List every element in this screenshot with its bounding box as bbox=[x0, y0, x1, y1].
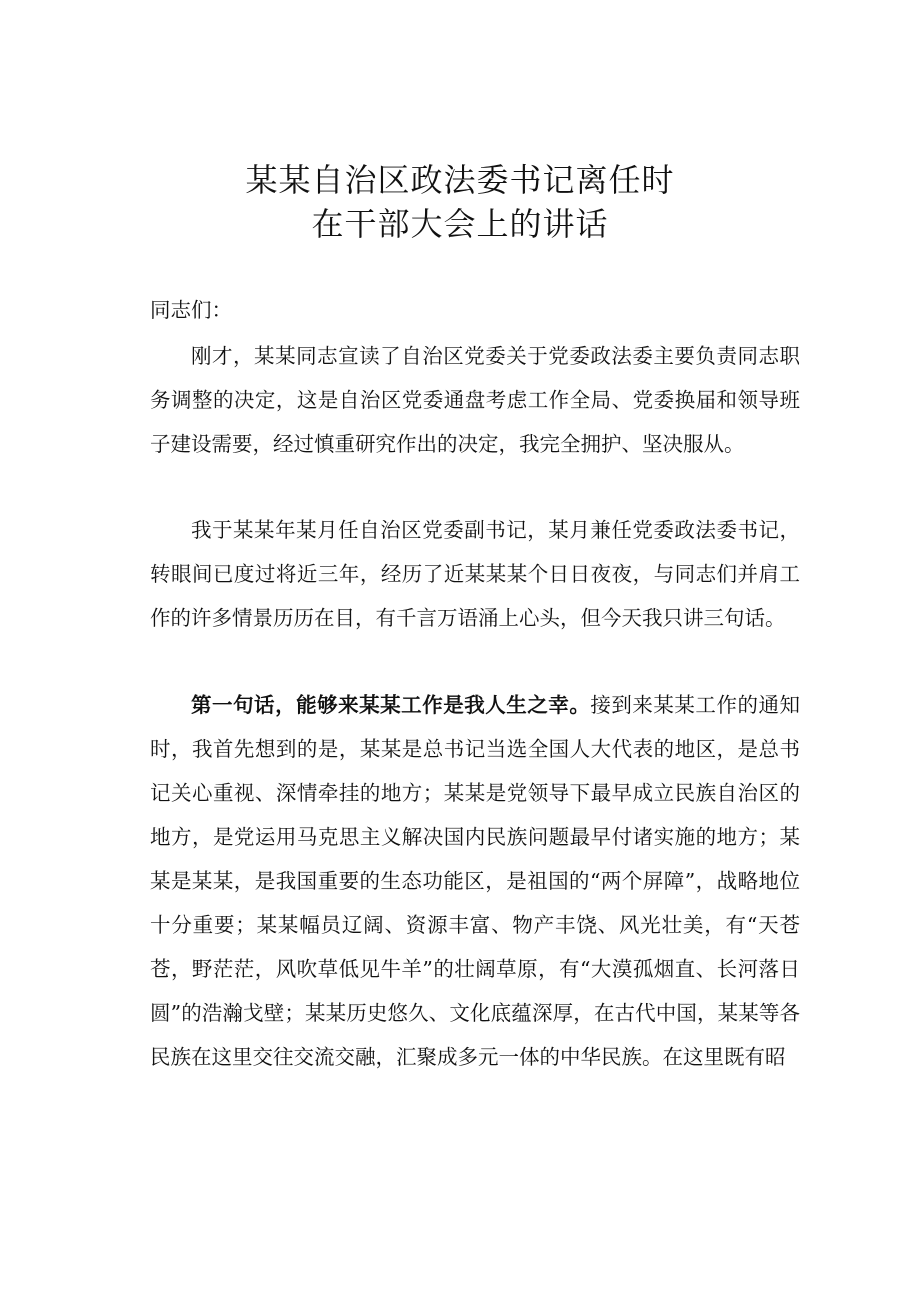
paragraph-1: 刚才，某某同志宣读了自治区党委关于党委政法委主要负责同志职务调整的决定，这是自治区党委通盘考虑工作全局、党委换届和领导班子建设需要，经过慎重研究作出的决定，我完全拥护、坚决服从。 bbox=[150, 344, 800, 456]
document-title-line-2: 在干部大会上的讲话 bbox=[311, 205, 609, 243]
paragraph-3 bbox=[150, 683, 800, 1079]
paragraph-3-body: 接到来某某工作的通知时，我首先想到的是，某某是总书记当选全国人大代表的地区，是总书记关心重视、深情牵挂的地方；某某是党领导下最早成立民族自治区的地方，是党运用马克思主义解决国内民族问题最早付诸实施的地方；某某是某某，是我国重要的生态功能区，是祖国的“两个屏障”，战略地位十分重要；某某幅员辽阔、资源丰富、物产丰饶、风光壮美，有“天苍苍，野茫茫，风吹草低见牛羊”的壮阔草原，有“大漠孤烟直、长河落日圆”的浩瀚戈壁；某某历史悠久、文化底蕴深厚，在古代中国，某某等各民族在这里交往交流交融，汇聚成多元一体的中华民族。在这里既有昭 bbox=[150, 693, 801, 1069]
paragraph-2: 我于某某年某月任自治区党委副书记，某月兼任党委政法委书记，转眼间已度过将近三年，经历了近某某某个日日夜夜，与同志们并肩工作的许多情景历历在目，有千言万语涌上心头，但今天我只讲三句话。 bbox=[150, 518, 800, 630]
paragraph-3-heading: 第一句话，能够来某某工作是我人生之幸。 bbox=[191, 693, 591, 717]
greeting: 同志们： bbox=[150, 298, 232, 322]
document-title-line-1: 某某自治区政法委书记离任时 bbox=[245, 161, 675, 199]
